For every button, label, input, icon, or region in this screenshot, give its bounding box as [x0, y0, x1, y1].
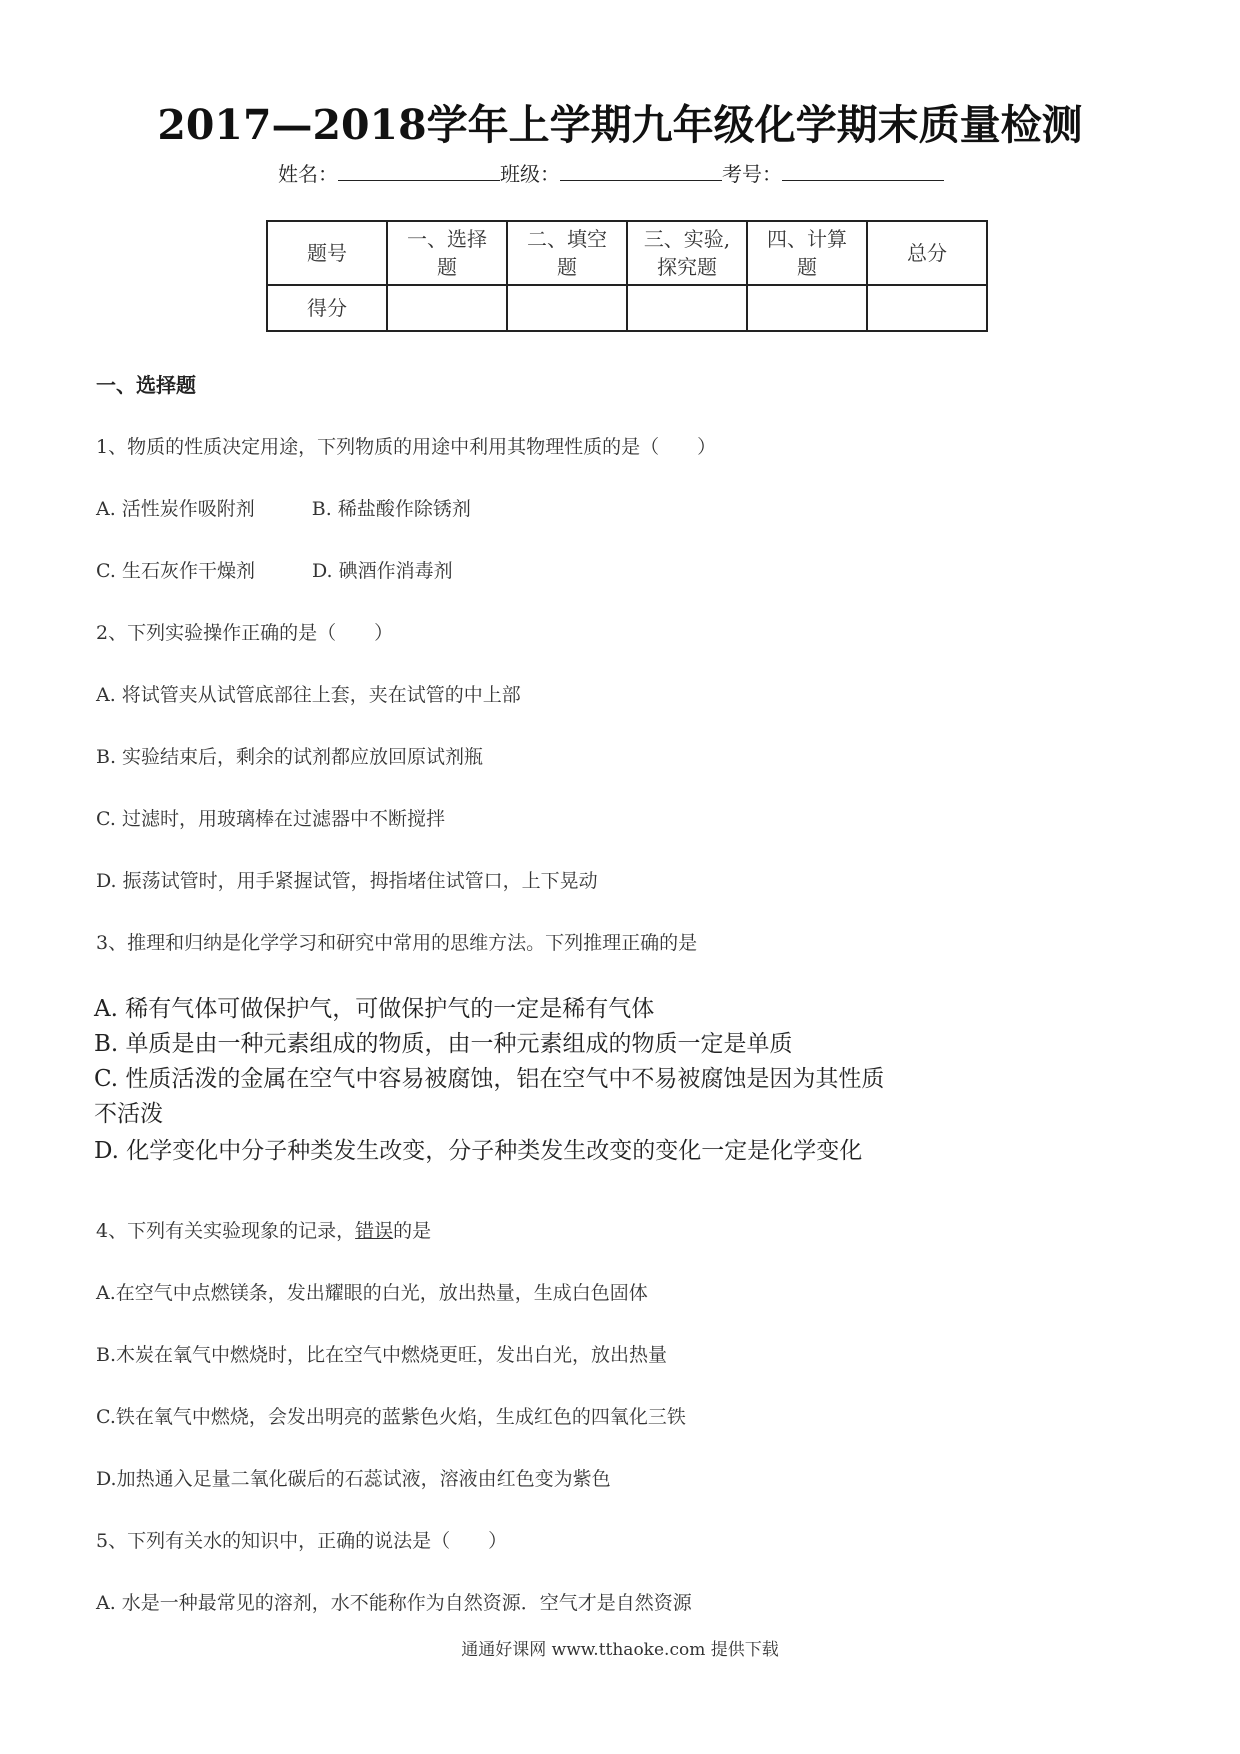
q3-option-c-line2: 不活泼 — [94, 1101, 163, 1127]
page-title: 2017—2018学年上学期九年级化学期末质量检测 — [157, 101, 1083, 149]
q4-stem-pre: 4、下列有关实验现象的记录， — [96, 1220, 356, 1242]
q1-stem: 1、物质的性质决定用途，下列物质的用途中利用其物理性质的是（ ） — [96, 436, 717, 458]
score-table-score-row — [267, 285, 987, 331]
score-cell-choice[interactable] — [387, 285, 507, 331]
exam-no-label: 考号： — [722, 162, 782, 186]
class-field[interactable] — [560, 162, 722, 181]
footer-credit: 通通好课网 www.tthaoke.com 提供下载 — [461, 1640, 779, 1660]
score-cell-calculation[interactable] — [747, 285, 867, 331]
score-cell-total[interactable] — [867, 285, 987, 331]
q3-option-b: B. 单质是由一种元素组成的物质，由一种元素组成的物质一定是单质 — [94, 1031, 793, 1057]
header-cell-total: 总分 — [867, 221, 987, 285]
header-cell-choice: 一、选择 题 — [387, 221, 507, 285]
q2-stem: 2、下列实验操作正确的是（ ） — [96, 622, 394, 644]
q2-option-b: B. 实验结束后，剩余的试剂都应放回原试剂瓶 — [96, 746, 484, 768]
header-cell-fill-blank: 二、填空 题 — [507, 221, 627, 285]
score-table-header-row — [267, 221, 987, 285]
section-heading-choice: 一、选择题 — [96, 373, 196, 397]
q5-option-a: A. 水是一种最常见的溶剂，水不能称作为自然资源．空气才是自然资源 — [96, 1592, 692, 1614]
exam-no-field[interactable] — [782, 162, 944, 181]
q5-stem: 5、下列有关水的知识中，正确的说法是（ ） — [96, 1530, 508, 1552]
q4-option-c: C.铁在氧气中燃烧，会发出明亮的蓝紫色火焰，生成红色的四氧化三铁 — [96, 1406, 686, 1428]
q2-option-c: C. 过滤时，用玻璃棒在过滤器中不断搅拌 — [96, 808, 445, 830]
q2-option-a: A. 将试管夹从试管底部往上套，夹在试管的中上部 — [96, 684, 521, 706]
q3-option-c-line1: C. 性质活泼的金属在空气中容易被腐蚀，铝在空气中不易被腐蚀是因为其性质 — [94, 1066, 885, 1092]
header-cell-question-no: 题号 — [267, 221, 387, 285]
name-label: 姓名： — [278, 162, 338, 186]
class-label: 班级： — [500, 162, 560, 186]
score-cell-experiment[interactable] — [627, 285, 747, 331]
q4-option-a: A.在空气中点燃镁条，发出耀眼的白光，放出热量，生成白色固体 — [96, 1282, 648, 1304]
q4-option-b: B.木炭在氧气中燃烧时，比在空气中燃烧更旺，发出白光，放出热量 — [96, 1344, 668, 1366]
score-cell-fill-blank[interactable] — [507, 285, 627, 331]
q4-stem-post: 的是 — [393, 1220, 432, 1242]
q3-option-d: D. 化学变化中分子种类发生改变，分子种类发生改变的变化一定是化学变化 — [94, 1138, 863, 1164]
header-cell-experiment: 三、实验, 探究题 — [627, 221, 747, 285]
q1-options-cd: C. 生石灰作干燥剂 D. 碘酒作消毒剂 — [96, 560, 453, 582]
q4-stem-emphasis: 错误 — [355, 1220, 394, 1242]
q4-stem — [96, 1216, 431, 1243]
score-table — [266, 220, 988, 332]
q4-option-d: D.加热通入足量二氧化碳后的石蕊试液，溶液由红色变为紫色 — [96, 1468, 611, 1490]
student-info-line — [278, 158, 944, 187]
q2-option-d: D. 振荡试管时，用手紧握试管，拇指堵住试管口，上下晃动 — [96, 870, 598, 892]
q3-option-a: A. 稀有气体可做保护气，可做保护气的一定是稀有气体 — [94, 996, 655, 1022]
header-cell-calculation: 四、计算 题 — [747, 221, 867, 285]
name-field[interactable] — [338, 162, 500, 181]
score-row-label: 得分 — [267, 285, 387, 331]
q1-options-ab: A. 活性炭作吸附剂 B. 稀盐酸作除锈剂 — [96, 498, 471, 520]
q3-stem: 3、推理和归纳是化学学习和研究中常用的思维方法。下列推理正确的是 — [96, 932, 698, 954]
